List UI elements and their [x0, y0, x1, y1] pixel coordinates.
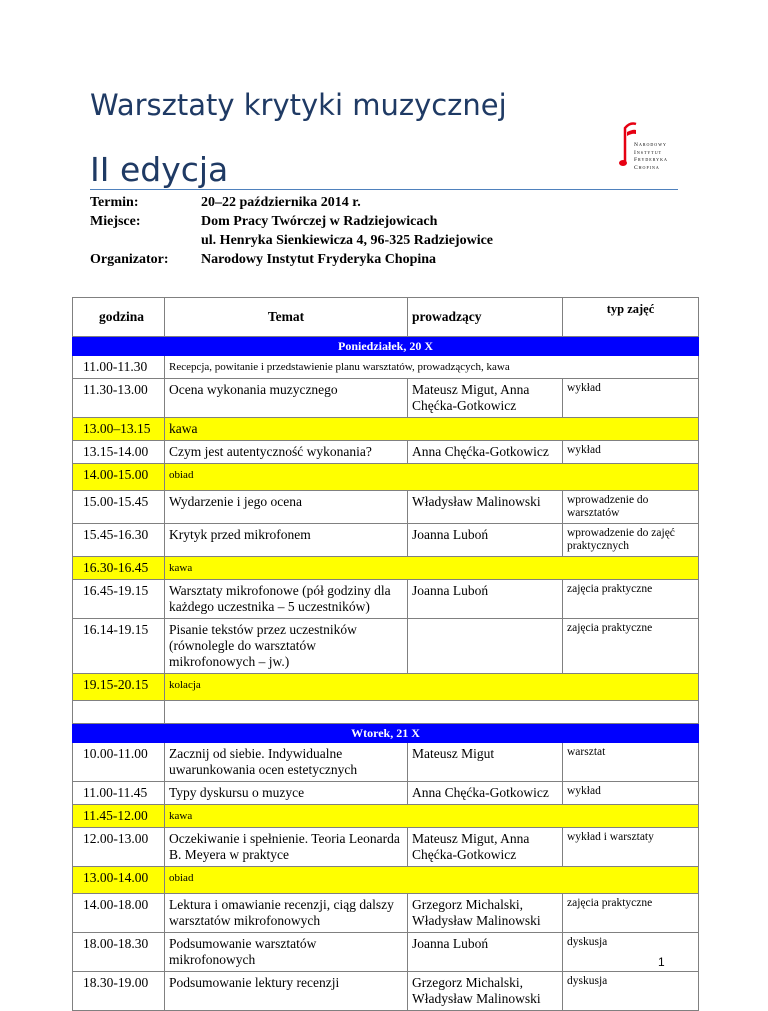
leader-cell: Joanna Luboń [408, 580, 563, 619]
table-row [73, 894, 699, 933]
type-cell: dyskusja [563, 933, 699, 972]
type-cell: wykład i warsztaty [563, 828, 699, 867]
time-cell: 19.15-20.15 [73, 674, 165, 701]
time-cell: 16.30-16.45 [73, 557, 165, 580]
topic-cell: Lektura i omawianie recenzji, ciąg dalszy warsztatów mikrofonowych [165, 894, 408, 933]
page-number: 1 [658, 955, 665, 969]
table-row [73, 743, 699, 782]
leader-cell: Joanna Luboń [408, 933, 563, 972]
nifc-logo [618, 118, 688, 188]
type-cell: wprowadzenie do warsztatów [563, 491, 699, 524]
termin-label: Termin: [90, 195, 139, 210]
leader-cell: Mateusz Migut [408, 743, 563, 782]
table-row [73, 491, 699, 524]
leader-cell: Grzegorz Michalski, Władysław Malinowski [408, 894, 563, 933]
time-cell: 13.00-14.00 [73, 867, 165, 894]
logo-text [634, 142, 668, 173]
leader-cell: Anna Chęćka-Gotkowicz [408, 782, 563, 805]
leader-cell [408, 619, 563, 674]
time-cell: 12.00-13.00 [73, 828, 165, 867]
title-rule [90, 189, 678, 190]
time-cell: 13.00–13.15 [73, 418, 165, 441]
table-row [73, 805, 699, 828]
header-prowadzacy: prowadzący [408, 298, 563, 337]
document-title: Warsztaty krytyki muzycznej [90, 88, 507, 122]
time-cell: 11.00-11.45 [73, 782, 165, 805]
edition-title: II edycja [90, 150, 229, 189]
topic-cell: Typy dyskursu o muzyce [165, 782, 408, 805]
miejsce-value: Dom Pracy Twórczej w Radziejowicach [201, 214, 438, 229]
topic-cell: Krytyk przed mikrofonem [165, 524, 408, 557]
header-row [73, 298, 699, 337]
topic-cell: Czym jest autentyczność wykonania? [165, 441, 408, 464]
topic-cell: Zacznij od siebie. Indywidualne uwarunkowania ocen estetycznych [165, 743, 408, 782]
address-value: ul. Henryka Sienkiewicza 4, 96-325 Radziejowice [201, 233, 494, 248]
topic-cell: obiad [165, 867, 699, 894]
time-cell: 16.45-19.15 [73, 580, 165, 619]
schedule-table [72, 297, 699, 1011]
table-row [73, 441, 699, 464]
topic-cell: kolacja [165, 674, 699, 701]
time-cell: 11.30-13.00 [73, 379, 165, 418]
leader-cell: Mateusz Migut, Anna Chęćka-Gotkowicz [408, 379, 563, 418]
topic-cell: Pisanie tekstów przez uczestników (równolegle do warsztatów mikrofonowych – jw.) [165, 619, 408, 674]
leader-cell: Mateusz Migut, Anna Chęćka-Gotkowicz [408, 828, 563, 867]
table-row [73, 867, 699, 894]
type-cell: wykład [563, 379, 699, 418]
topic-cell: kawa [165, 805, 699, 828]
time-cell: 15.45-16.30 [73, 524, 165, 557]
type-cell: wykład [563, 782, 699, 805]
day-row [73, 724, 699, 743]
time-cell: 15.00-15.45 [73, 491, 165, 524]
type-cell: dyskusja [563, 972, 699, 1011]
logo-line: Chopina [634, 165, 660, 172]
type-cell: zajęcia praktyczne [563, 894, 699, 933]
header-temat: Temat [165, 298, 408, 337]
type-cell: zajęcia praktyczne [563, 619, 699, 674]
table-row [73, 580, 699, 619]
miejsce-label: Miejsce: [90, 214, 141, 229]
logo-line: Instytut [634, 149, 663, 156]
table-row [73, 782, 699, 805]
table-row [73, 972, 699, 1011]
type-cell: wprowadzenie do zajęć praktycznych [563, 524, 699, 557]
time-cell: 18.30-19.00 [73, 972, 165, 1011]
type-cell: zajęcia praktyczne [563, 580, 699, 619]
table-row [73, 828, 699, 867]
table-row [73, 464, 699, 491]
table-row [73, 674, 699, 701]
leader-cell: Joanna Luboń [408, 524, 563, 557]
leader-cell: Grzegorz Michalski, Władysław Malinowski [408, 972, 563, 1011]
type-cell: warsztat [563, 743, 699, 782]
time-cell: 13.15-14.00 [73, 441, 165, 464]
topic-cell: Wydarzenie i jego ocena [165, 491, 408, 524]
time-cell: 16.14-19.15 [73, 619, 165, 674]
table-row [73, 418, 699, 441]
organizator-label: Organizator: [90, 252, 169, 267]
spacer-row [73, 701, 699, 724]
time-cell: 18.00-18.30 [73, 933, 165, 972]
header-godzina: godzina [73, 298, 165, 337]
table-row [73, 933, 699, 972]
topic-cell: Recepcja, powitanie i przedstawienie planu warsztatów, prowadzących, kawa [165, 356, 699, 379]
table-row [73, 379, 699, 418]
table-row [73, 356, 699, 379]
table-row [73, 557, 699, 580]
table-row [73, 524, 699, 557]
logo-line: Fryderyka [634, 157, 668, 164]
topic-cell: Warsztaty mikrofonowe (pół godziny dla każdego uczestnika – 5 uczestników) [165, 580, 408, 619]
topic-cell: kawa [165, 418, 699, 441]
logo-line: Narodowy [634, 142, 667, 148]
table-row [73, 619, 699, 674]
time-cell: 14.00-18.00 [73, 894, 165, 933]
time-cell: 14.00-15.00 [73, 464, 165, 491]
topic-cell: Podsumowanie warsztatów mikrofonowych [165, 933, 408, 972]
header-typ: typ zajęć [563, 298, 699, 337]
day-row [73, 337, 699, 356]
topic-cell: kawa [165, 557, 699, 580]
day-label: Poniedziałek, 20 X [73, 337, 699, 356]
time-cell: 10.00-11.00 [73, 743, 165, 782]
termin-value: 20–22 października 2014 r. [201, 195, 361, 210]
type-cell: wykład [563, 441, 699, 464]
organizator-value: Narodowy Instytut Fryderyka Chopina [201, 252, 437, 267]
day-label: Wtorek, 21 X [73, 724, 699, 743]
time-cell: 11.00-11.30 [73, 356, 165, 379]
leader-cell: Władysław Malinowski [408, 491, 563, 524]
time-cell: 11.45-12.00 [73, 805, 165, 828]
topic-cell: Ocena wykonania muzycznego [165, 379, 408, 418]
topic-cell: Podsumowanie lektury recenzji [165, 972, 408, 1011]
topic-cell: obiad [165, 464, 699, 491]
topic-cell: Oczekiwanie i spełnienie. Teoria Leonarda B. Meyera w praktyce [165, 828, 408, 867]
leader-cell: Anna Chęćka-Gotkowicz [408, 441, 563, 464]
